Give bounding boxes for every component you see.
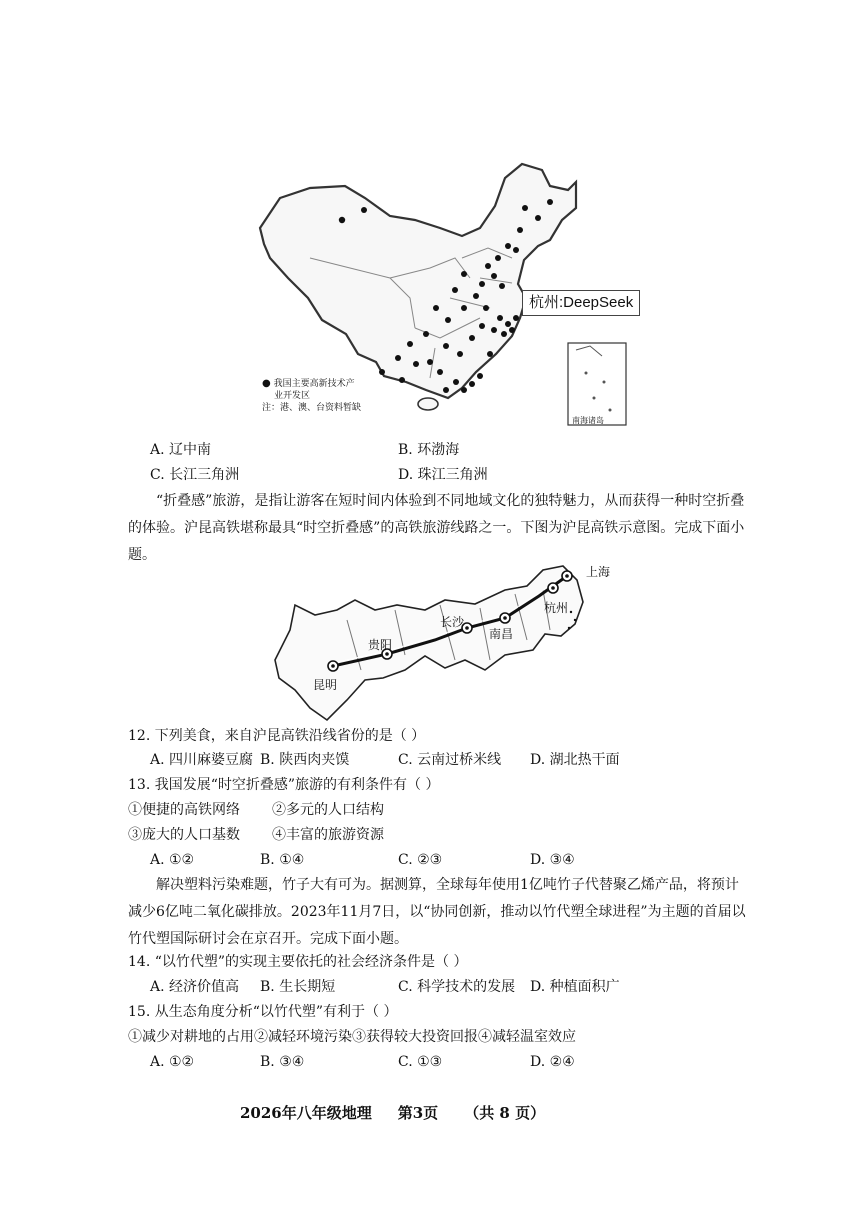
q15-option-b: B. ③④ [260, 1054, 305, 1070]
city-nanchang: 南昌 [489, 627, 514, 641]
city-shanghai: 上海 [586, 565, 611, 579]
footer-title: 2026年八年级地理 [240, 1104, 372, 1122]
city-kunming: 昆明 [313, 678, 338, 692]
map-legend: ● 我国主要高新技术产 业开发区 注：港、澳、台资料暂缺 [262, 378, 362, 413]
footer-page: 第3页 [397, 1104, 439, 1122]
q15-option-d: D. ②④ [530, 1054, 575, 1070]
q15-stem: 15. 从生态角度分析“以竹代塑”有利于（ ） [128, 1004, 398, 1020]
q13-option-b: B. ①④ [260, 852, 305, 868]
q14-option-b: B. 生长期短 [260, 979, 336, 995]
passage-folding-tourism: “折叠感”旅游，是指让游客在短时间内体验到不同地域文化的独特魅力，从而获得一种时空折叠的体验。沪昆高铁堪称最具“时空折叠感”的高铁旅游线路之一。下图为沪昆高铁示意图。完成下面小题。 [128, 493, 745, 563]
q13-item-1: ①便捷的高铁网络 [128, 802, 240, 818]
q15-option-a: A. ①② [150, 1054, 195, 1070]
city-changsha: 长沙 [440, 615, 465, 629]
q11-option-d: D. 珠江三角洲 [398, 467, 488, 483]
q12-stem: 12. 下列美食，来自沪昆高铁沿线省份的是（ ） [128, 728, 426, 744]
q11-option-a: A. 辽中南 [150, 442, 212, 458]
hukun-hsr-map [265, 560, 600, 725]
q12-option-b: B. 陕西肉夹馍 [260, 752, 350, 768]
inset-label: 南海诸岛 [572, 416, 604, 425]
q15-items: ①减少对耕地的占用②减轻环境污染③获得较大投资回报④减轻温室效应 [128, 1029, 576, 1045]
city-guiyang: 贵阳 [368, 638, 393, 652]
city-hangzhou: 杭州 [544, 601, 569, 615]
hangzhou-deepseek-callout: 杭州:DeepSeek [522, 290, 640, 316]
legend-line-1: 我国主要高新技术产 [273, 379, 355, 389]
passage-bamboo-plastic: 解决塑料污染难题，竹子大有可为。据测算，全球每年使用1亿吨竹子代替聚乙烯产品，将预计减少6亿吨二氧化碳排放。2023年11月7日，以“协同创新，推动以竹代塑全球进程”为主题的首届以竹代塑国际研讨会在京召开。完成下面小题。 [128, 877, 746, 947]
q11-option-b: B. 环渤海 [398, 442, 460, 458]
hukun-map-svg [265, 560, 600, 725]
q14-option-a: A. 经济价值高 [150, 979, 240, 995]
map-note: 注：港、澳、台资料暂缺 [262, 403, 362, 413]
q13-stem: 13. 我国发展“时空折叠感”旅游的有利条件有（ ） [128, 777, 440, 793]
q13-item-2: ②多元的人口结构 [272, 802, 384, 818]
q12-option-d: D. 湖北热干面 [530, 752, 620, 768]
legend-line-2: 业开发区 [274, 391, 311, 401]
q14-option-d: D. 种植面积广 [530, 979, 620, 995]
page-footer [240, 1102, 571, 1123]
q14-option-c: C. 科学技术的发展 [398, 979, 516, 995]
q13-item-4: ④丰富的旅游资源 [272, 827, 384, 843]
q11-option-c: C. 长江三角洲 [150, 467, 240, 483]
q13-option-d: D. ③④ [530, 852, 575, 868]
q14-stem: 14. “以竹代塑”的实现主要依托的社会经济条件是（ ） [128, 954, 468, 970]
footer-total: （共 8 页） [464, 1104, 546, 1122]
q13-option-a: A. ①② [150, 852, 195, 868]
q12-option-c: C. 云南过桥米线 [398, 752, 502, 768]
q13-item-3: ③庞大的人口基数 [128, 827, 240, 843]
q13-option-c: C. ②③ [398, 852, 443, 868]
q12-option-a: A. 四川麻婆豆腐 [150, 752, 254, 768]
q15-option-c: C. ①③ [398, 1054, 443, 1070]
